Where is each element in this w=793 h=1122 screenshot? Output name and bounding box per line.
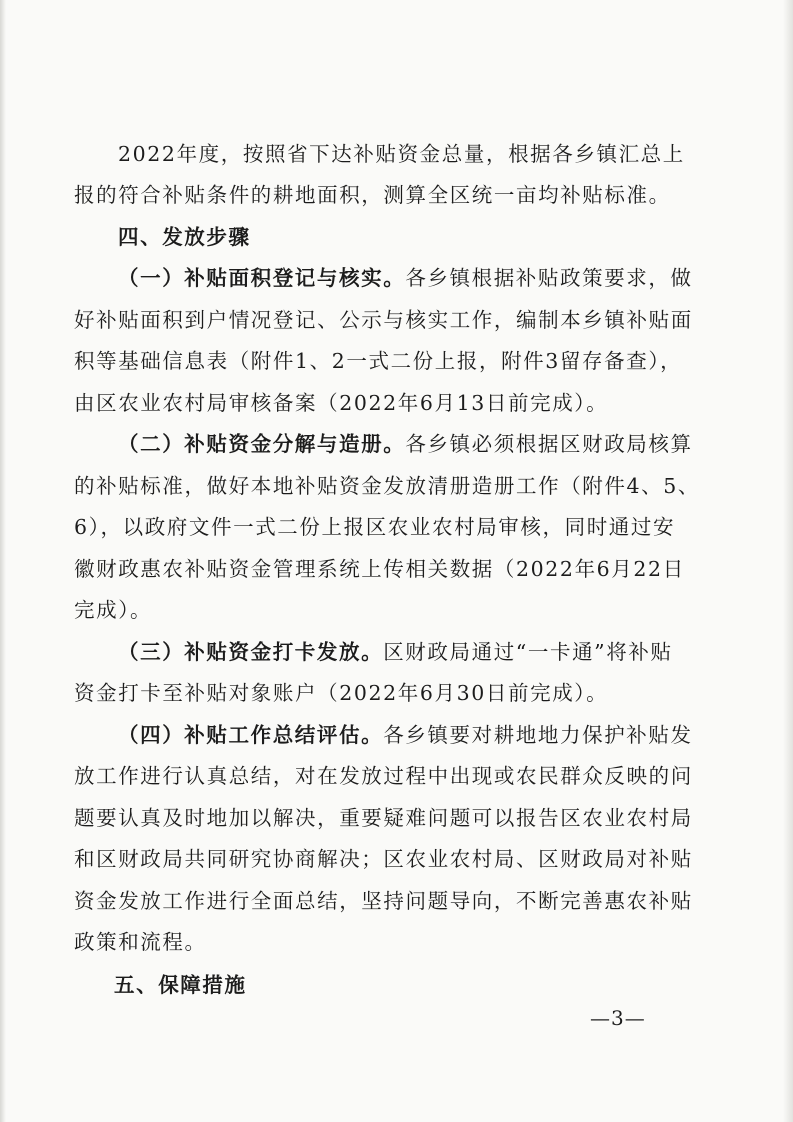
subsection-3-title: （三）补贴资金打卡发放。 bbox=[118, 640, 384, 664]
section-heading-4: 四、发放步骤 bbox=[118, 225, 251, 249]
paragraph-line: 6），以政府文件一式二份上报区农业农村局审核，同时通过安 bbox=[74, 515, 676, 539]
subsection-2-title: （二）补贴资金分解与造册。 bbox=[118, 432, 406, 456]
paragraph-line: 2022年度，按照省下达补贴资金总量，根据各乡镇汇总上 bbox=[118, 142, 685, 166]
subsection-1-title: （一）补贴面积登记与核实。 bbox=[118, 266, 406, 290]
scan-edge-left bbox=[0, 0, 6, 1122]
paragraph-line: 资金打卡至补贴对象账户（2022年6月30日前完成）。 bbox=[74, 681, 609, 705]
paragraph-line: 积等基础信息表（附件1、2一式二份上报，附件3留存备查）， bbox=[74, 349, 683, 373]
subsection-2-line: （二）补贴资金分解与造册。各乡镇必须根据区财政局核算 bbox=[118, 432, 693, 456]
paragraph-line: 放工作进行认真总结，对在发放过程中出现或农民群众反映的问 bbox=[74, 764, 693, 788]
paragraph-line: 好补贴面积到户情况登记、公示与核实工作，编制本乡镇补贴面 bbox=[74, 308, 693, 332]
subsection-4-line: （四）补贴工作总结评估。各乡镇要对耕地地力保护补贴发 bbox=[118, 723, 693, 747]
subsection-1-line: （一）补贴面积登记与核实。各乡镇根据补贴政策要求，做 bbox=[118, 266, 693, 290]
subsection-3-line: （三）补贴资金打卡发放。区财政局通过“一卡通”将补贴 bbox=[118, 640, 673, 664]
section-heading-5: 五、保障措施 bbox=[114, 973, 247, 997]
subsection-4-title: （四）补贴工作总结评估。 bbox=[118, 723, 384, 747]
paragraph-line: 和区财政局共同研究协商解决；区农业农村局、区财政局对补贴 bbox=[74, 847, 693, 871]
paragraph-line: 报的符合补贴条件的耕地面积，测算全区统一亩均补贴标准。 bbox=[74, 183, 671, 207]
paragraph-line: 徽财政惠农补贴资金管理系统上传相关数据（2022年6月22日 bbox=[74, 557, 685, 581]
paragraph-line: 题要认真及时地加以解决，重要疑难问题可以报告区农业农村局 bbox=[74, 806, 693, 830]
paragraph-line: 资金发放工作进行全面总结，坚持问题导向，不断完善惠农补贴 bbox=[74, 889, 693, 913]
paragraph-line: 政策和流程。 bbox=[74, 930, 207, 954]
paragraph-line: 的补贴标准，做好本地补贴资金发放清册造册工作（附件4、5、 bbox=[74, 474, 700, 498]
paragraph-line: 完成）。 bbox=[74, 598, 153, 622]
page-number: —3— bbox=[590, 1006, 646, 1030]
paragraph-line: 由区农业农村局审核备案（2022年6月13日前完成）。 bbox=[74, 391, 609, 415]
scan-edge-right bbox=[783, 0, 793, 1122]
